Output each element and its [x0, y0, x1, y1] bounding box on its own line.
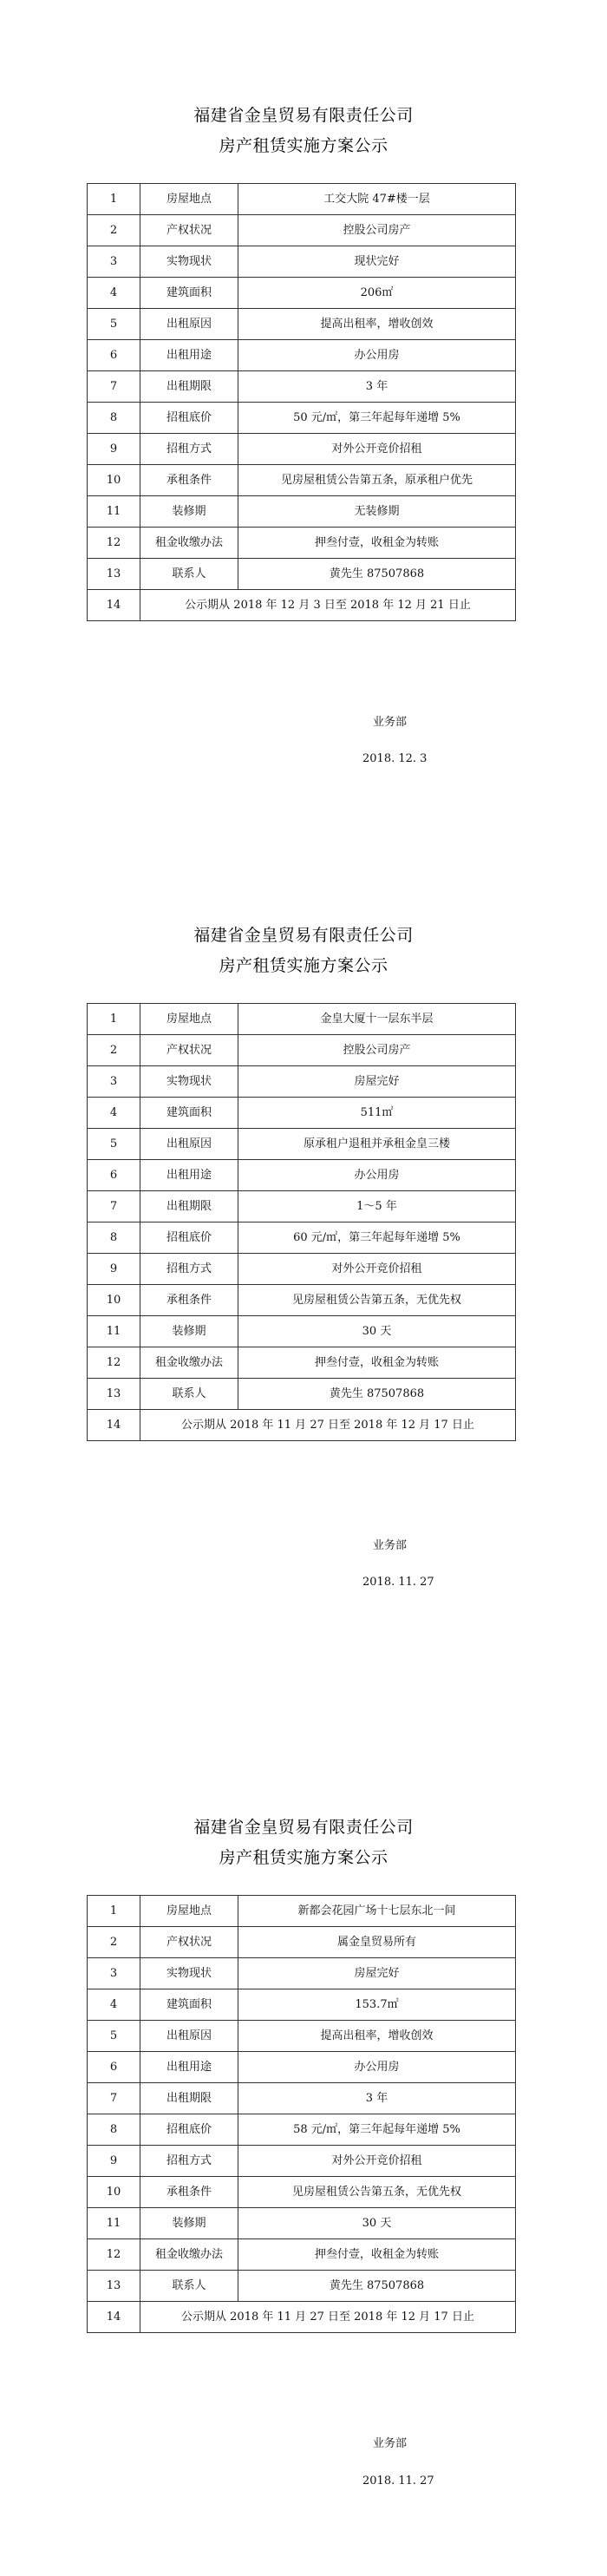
table-row: [88, 1098, 516, 1129]
row-value: 属金皇贸易所有: [238, 1927, 516, 1958]
row-label: 招租方式: [140, 1254, 238, 1285]
row-label: 出租用途: [140, 340, 238, 371]
table-row: [88, 2271, 516, 2302]
row-label: 招租方式: [140, 2146, 238, 2177]
row-number: 14: [88, 590, 140, 621]
row-label: 装修期: [140, 496, 238, 528]
row-value: 60 元/㎡，第三年起每年递增 5%: [238, 1222, 516, 1254]
row-value: 无装修期: [238, 496, 516, 528]
document-title: 房产租赁实施方案公示: [219, 956, 388, 975]
notice-date: 2018. 12. 3: [362, 752, 428, 765]
row-value: 新都会花园广场十七层东北一间: [238, 1896, 516, 1927]
row-number: 7: [88, 1191, 140, 1222]
row-number: 5: [88, 1129, 140, 1160]
row-value: 1～5 年: [238, 1191, 516, 1222]
row-label: 产权状况: [140, 1927, 238, 1958]
row-value: 对外公开竞价招租: [238, 434, 516, 465]
row-value: 见房屋租赁公告第五条，无优先权: [238, 2177, 516, 2208]
row-value: 原承租户退租并承租金皇三楼: [238, 1129, 516, 1160]
row-label: 实物现状: [140, 1066, 238, 1098]
row-number: 7: [88, 2083, 140, 2114]
publicity-period: 公示期从 2018 年 11 月 27 日至 2018 年 12 月 17 日止: [140, 1410, 516, 1441]
row-label: 房屋地点: [140, 1004, 238, 1035]
row-value: 办公用房: [238, 340, 516, 371]
row-label: 装修期: [140, 2208, 238, 2239]
row-number: 5: [88, 2021, 140, 2052]
table-row: [88, 2146, 516, 2177]
row-label: 联系人: [140, 2271, 238, 2302]
table-row: [88, 465, 516, 496]
table-row: [88, 496, 516, 528]
publicity-period: 公示期从 2018 年 12 月 3 日至 2018 年 12 月 21 日止: [140, 590, 516, 621]
table-row: [88, 184, 516, 215]
table-row: [88, 403, 516, 434]
row-value: 见房屋租赁公告第五条，无优先权: [238, 1285, 516, 1316]
row-value: 提高出租率，增收创效: [238, 2021, 516, 2052]
row-number: 14: [88, 2302, 140, 2333]
row-number: 1: [88, 184, 140, 215]
row-label: 实物现状: [140, 246, 238, 278]
table-row: [88, 371, 516, 403]
row-value: 3 年: [238, 371, 516, 403]
row-number: 14: [88, 1410, 140, 1441]
row-value: 办公用房: [238, 2052, 516, 2083]
row-value: 30 天: [238, 2208, 516, 2239]
row-value: 153.7㎡: [238, 1989, 516, 2021]
row-label: 出租期限: [140, 2083, 238, 2114]
row-value: 511㎡: [238, 1098, 516, 1129]
table-row: [88, 1191, 516, 1222]
row-label: 招租底价: [140, 1222, 238, 1254]
row-number: 12: [88, 528, 140, 559]
row-number: 4: [88, 1098, 140, 1129]
row-number: 10: [88, 465, 140, 496]
table-row: [88, 278, 516, 309]
row-label: 出租原因: [140, 2021, 238, 2052]
table-row: [88, 1222, 516, 1254]
company-name: 福建省金皇贸易有限责任公司: [193, 106, 414, 125]
row-value: 控股公司房产: [238, 215, 516, 246]
row-number: 3: [88, 246, 140, 278]
document-title: 房产租赁实施方案公示: [219, 136, 388, 155]
notice-date: 2018. 11. 27: [362, 1576, 434, 1589]
row-value: 3 年: [238, 2083, 516, 2114]
row-label: 联系人: [140, 559, 238, 590]
table-row: [88, 1927, 516, 1958]
row-number: 12: [88, 1347, 140, 1379]
row-value: 对外公开竞价招租: [238, 2146, 516, 2177]
row-value: 见房屋租赁公告第五条，原承租户优先: [238, 465, 516, 496]
row-label: 产权状况: [140, 1035, 238, 1066]
table-row: [88, 590, 516, 621]
row-label: 出租用途: [140, 2052, 238, 2083]
table-row: [88, 2052, 516, 2083]
row-label: 招租底价: [140, 2114, 238, 2146]
row-number: 13: [88, 559, 140, 590]
row-number: 1: [88, 1896, 140, 1927]
row-value: 控股公司房产: [238, 1035, 516, 1066]
table-row: [88, 2114, 516, 2146]
row-value: 30 天: [238, 1316, 516, 1347]
row-number: 8: [88, 2114, 140, 2146]
row-number: 3: [88, 1958, 140, 1989]
row-value: 黄先生 87507868: [238, 559, 516, 590]
row-value: 黄先生 87507868: [238, 2271, 516, 2302]
row-value: 押叁付壹，收租金为转账: [238, 1347, 516, 1379]
row-label: 房屋地点: [140, 184, 238, 215]
row-number: 6: [88, 340, 140, 371]
row-label: 出租用途: [140, 1160, 238, 1191]
row-number: 11: [88, 1316, 140, 1347]
row-number: 2: [88, 215, 140, 246]
row-number: 3: [88, 1066, 140, 1098]
row-label: 装修期: [140, 1316, 238, 1347]
row-label: 招租方式: [140, 434, 238, 465]
row-label: 招租底价: [140, 403, 238, 434]
table-row: [88, 1004, 516, 1035]
table-row: [88, 1129, 516, 1160]
table-row: [88, 246, 516, 278]
row-number: 11: [88, 2208, 140, 2239]
row-number: 2: [88, 1927, 140, 1958]
row-label: 承租条件: [140, 1285, 238, 1316]
row-value: 工交大院 47#楼一层: [238, 184, 516, 215]
row-label: 实物现状: [140, 1958, 238, 1989]
row-number: 7: [88, 371, 140, 403]
notice-date: 2018. 11. 27: [362, 2474, 434, 2488]
row-value: 对外公开竞价招租: [238, 1254, 516, 1285]
row-label: 承租条件: [140, 465, 238, 496]
row-label: 出租期限: [140, 371, 238, 403]
row-value: 提高出租率，增收创效: [238, 309, 516, 340]
department-signature: 业务部: [373, 716, 408, 729]
row-value: 押叁付壹，收租金为转账: [238, 528, 516, 559]
row-value: 206㎡: [238, 278, 516, 309]
department-signature: 业务部: [373, 1539, 408, 1552]
row-number: 13: [88, 2271, 140, 2302]
rental-info-table: [87, 1003, 516, 1441]
table-row: [88, 340, 516, 371]
row-value: 58 元/㎡，第三年起每年递增 5%: [238, 2114, 516, 2146]
table-row: [88, 1316, 516, 1347]
row-label: 出租原因: [140, 309, 238, 340]
company-name: 福建省金皇贸易有限责任公司: [193, 1818, 414, 1837]
table-row: [88, 528, 516, 559]
table-row: [88, 1160, 516, 1191]
row-label: 产权状况: [140, 215, 238, 246]
company-name: 福建省金皇贸易有限责任公司: [193, 926, 414, 945]
row-number: 6: [88, 1160, 140, 1191]
table-row: [88, 2177, 516, 2208]
table-row: [88, 1066, 516, 1098]
row-number: 8: [88, 1222, 140, 1254]
row-number: 9: [88, 434, 140, 465]
row-number: 10: [88, 1285, 140, 1316]
row-label: 建筑面积: [140, 1098, 238, 1129]
row-label: 租金收缴办法: [140, 528, 238, 559]
row-number: 9: [88, 2146, 140, 2177]
row-number: 5: [88, 309, 140, 340]
row-number: 9: [88, 1254, 140, 1285]
row-number: 6: [88, 2052, 140, 2083]
table-row: [88, 2021, 516, 2052]
table-row: [88, 309, 516, 340]
table-row: [88, 1896, 516, 1927]
rental-info-table: [87, 183, 516, 621]
row-label: 租金收缴办法: [140, 2239, 238, 2271]
row-label: 建筑面积: [140, 1989, 238, 2021]
table-row: [88, 1958, 516, 1989]
table-row: [88, 2239, 516, 2271]
table-row: [88, 1285, 516, 1316]
table-row: [88, 1254, 516, 1285]
row-label: 建筑面积: [140, 278, 238, 309]
table-row: [88, 2302, 516, 2333]
table-row: [88, 1379, 516, 1410]
table-row: [88, 1989, 516, 2021]
row-label: 出租期限: [140, 1191, 238, 1222]
row-number: 1: [88, 1004, 140, 1035]
row-label: 租金收缴办法: [140, 1347, 238, 1379]
row-number: 4: [88, 278, 140, 309]
row-number: 13: [88, 1379, 140, 1410]
row-label: 联系人: [140, 1379, 238, 1410]
row-number: 8: [88, 403, 140, 434]
row-value: 50 元/㎡，第三年起每年递增 5%: [238, 403, 516, 434]
row-number: 11: [88, 496, 140, 528]
table-row: [88, 1347, 516, 1379]
row-value: 房屋完好: [238, 1958, 516, 1989]
row-value: 办公用房: [238, 1160, 516, 1191]
row-label: 承租条件: [140, 2177, 238, 2208]
row-value: 金皇大厦十一层东半层: [238, 1004, 516, 1035]
row-label: 出租原因: [140, 1129, 238, 1160]
document-title: 房产租赁实施方案公示: [219, 1848, 388, 1867]
table-row: [88, 1035, 516, 1066]
row-number: 4: [88, 1989, 140, 2021]
row-number: 12: [88, 2239, 140, 2271]
publicity-period: 公示期从 2018 年 11 月 27 日至 2018 年 12 月 17 日止: [140, 2302, 516, 2333]
row-number: 10: [88, 2177, 140, 2208]
table-row: [88, 559, 516, 590]
table-row: [88, 434, 516, 465]
row-number: 2: [88, 1035, 140, 1066]
row-value: 现状完好: [238, 246, 516, 278]
row-value: 黄先生 87507868: [238, 1379, 516, 1410]
department-signature: 业务部: [373, 2437, 408, 2450]
rental-info-table: [87, 1895, 516, 2333]
row-value: 房屋完好: [238, 1066, 516, 1098]
table-row: [88, 1410, 516, 1441]
row-label: 房屋地点: [140, 1896, 238, 1927]
table-row: [88, 2083, 516, 2114]
table-row: [88, 2208, 516, 2239]
row-value: 押叁付壹，收租金为转账: [238, 2239, 516, 2271]
table-row: [88, 215, 516, 246]
